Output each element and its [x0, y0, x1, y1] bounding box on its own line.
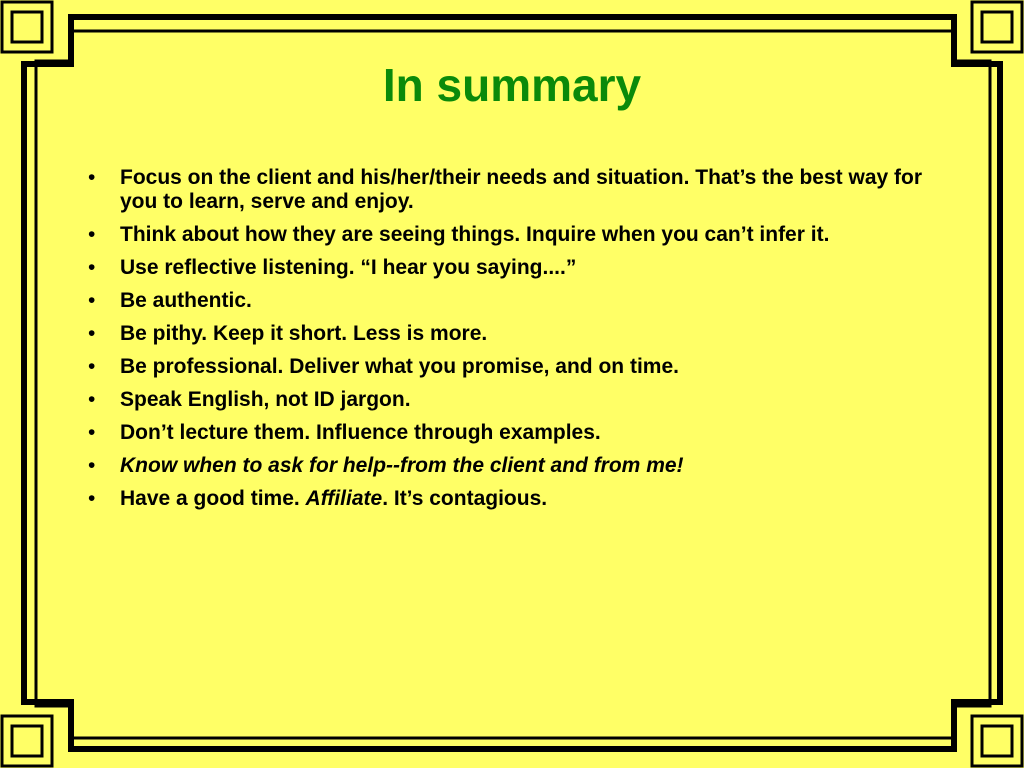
bullet-icon: • [88, 487, 96, 510]
bullet-text-part: Have a good time. [120, 487, 306, 510]
bullet-text: Be professional. Deliver what you promise, and on time. [120, 355, 679, 378]
bullet-icon: • [88, 166, 96, 189]
bullet-icon: • [88, 355, 96, 378]
list-item [88, 223, 923, 247]
list-item [88, 322, 923, 346]
corner-ornament-top-right [972, 2, 1022, 52]
bullet-list [88, 166, 923, 520]
bullet-icon: • [88, 454, 96, 477]
bullet-text: Think about how they are seeing things. Inquire when you can’t infer it. [120, 223, 830, 246]
bullet-text: Be pithy. Keep it short. Less is more. [120, 322, 488, 345]
bullet-text: Focus on the client and his/her/their needs and situation. That’s the best way for you to learn, serve and enjoy. [120, 166, 923, 213]
list-item [88, 388, 923, 412]
list-item [88, 421, 923, 445]
list-item [88, 454, 923, 478]
bullet-icon: • [88, 322, 96, 345]
slide-title: In summary [382, 59, 642, 111]
corner-ornament-bottom-right [972, 716, 1022, 766]
list-item [88, 166, 923, 214]
bullet-icon: • [88, 289, 96, 312]
bullet-text: Use reflective listening. “I hear you saying....” [120, 256, 577, 279]
bullet-text: Don’t lecture them. Influence through examples. [120, 421, 601, 444]
list-item [88, 256, 923, 280]
bullet-icon: • [88, 388, 96, 411]
bullet-text: Be authentic. [120, 289, 252, 312]
corner-ornament-bottom-left [2, 716, 52, 766]
list-item [88, 289, 923, 313]
bullet-text-part: . It’s contagious. [382, 487, 548, 510]
bullet-icon: • [88, 421, 96, 444]
corner-ornament-top-left [2, 2, 52, 52]
bullet-text-emphasis: Affiliate [305, 487, 383, 510]
bullet-text: Know when to ask for help--from the client and from me! [120, 454, 684, 477]
list-item [88, 355, 923, 379]
bullet-icon: • [88, 223, 96, 246]
bullet-icon: • [88, 256, 96, 279]
list-item [88, 487, 923, 511]
bullet-text: Speak English, not ID jargon. [120, 388, 411, 411]
